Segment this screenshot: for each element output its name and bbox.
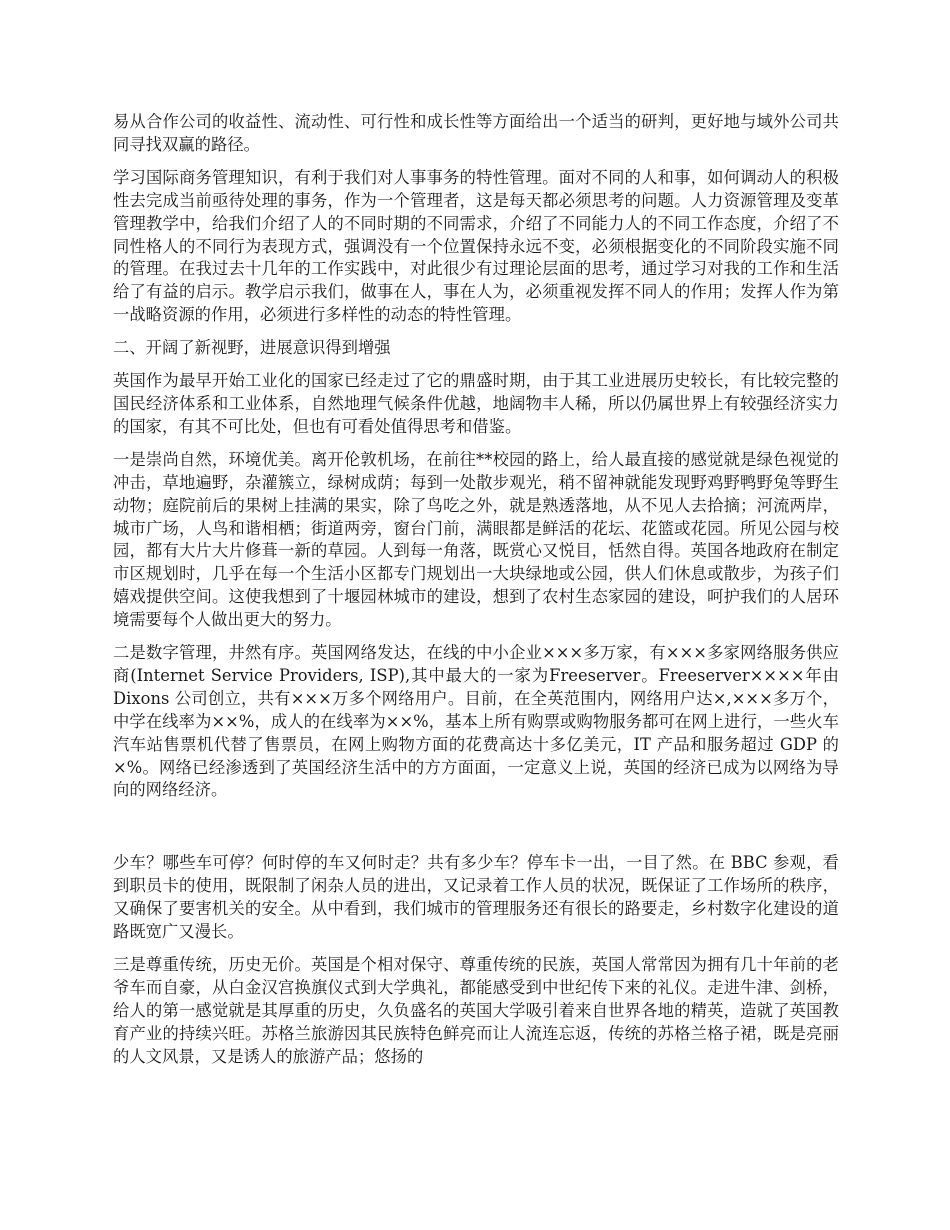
paragraph-cooperation-judgement: 易从合作公司的收益性、流动性、可行性和成长性等方面给出一个适当的研判，更好地与域外公司共同寻找双赢的路径。 <box>113 112 839 154</box>
section-heading: 二、开阔了新视野，进展意识得到增强 <box>113 338 391 358</box>
paragraph-uk-overview: 英国作为最早开始工业化的国家已经走过了它的鼎盛时期，由于其工业进展历史较长，有比较完整的国民经济体系和工业体系，自然地理气候条件优越，地阔物丰人稀，所以仍属世界上有较强经济实力的国家，有其不可比处，但也有可看处值得思考和借鉴。 <box>113 371 839 436</box>
paragraph-digital-management: 二是数字管理，井然有序。英国网络发达，在线的中小企业×××多万家，有×××多家网络服务供应商(Internet Service Providers, ISP),其中最大的一家为Freeserver。Freeserver××××年由 Dixons 公司创立，共有×××万多个网络用户。目前，在全英范围内，网络用户达×,×××多万个，中学在线率为××%，成人的在线率为××%，基本上所有购票或购物服务都可在网上进行，一些火车汽车站售票机代替了售票员，在网上购物方面的花费高达十多亿美元，IT 产品和服务超过 GDP 的×%。网络已经渗透到了英国经济生活中的方方面面，一定意义上说，英国的经济已成为以网络为导向的网络经济。 <box>113 643 839 800</box>
page-break-gap <box>113 812 839 852</box>
paragraph-tradition: 三是尊重传统，历史无价。英国是个相对保守、尊重传统的民族，英国人常常因为拥有几十年前的老爷车而自豪，从白金汉宫换旗仪式到大学典礼，都能感受到中世纪传下来的礼仪。走进牛津、剑桥，给人的第一感觉就是其厚重的历史，久负盛名的英国大学吸引着来自世界各地的精英，造就了英国教育产业的持续兴旺。苏格兰旅游因其民族特色鲜亮而让人流连忘返，传统的苏格兰格子裙，既是亮丽的人文风景，又是诱人的旅游产品；悠扬的 <box>113 955 839 1066</box>
document-page <box>113 111 839 1079</box>
paragraph-parking-card: 少车？哪些车可停？何时停的车又何时走？共有多少车？停车卡一出，一目了然。在 BBC 参观，看到职员卡的使用，既限制了闲杂人员的进出，又记录着工作人员的状况，既保证了工作场所的秩序，又确保了要害机关的安全。从中看到，我们城市的管理服务还有很长的路要走，乡村数字化建设的道路既宽广又漫长。 <box>113 853 839 942</box>
paragraph-hr-management: 学习国际商务管理知识，有利于我们对人事事务的特性管理。面对不同的人和事，如何调动人的积极性去完成当前亟待处理的事务，作为一个管理者，这是每天都必须思考的问题。人力资源管理及变革管理教学中，给我们介绍了人的不同时期的不同需求，介绍了不同能力人的不同工作态度，介绍了不同性格人的不同行为表现方式，强调没有一个位置保持永远不变，必须根据变化的不同阶段实施不同的管理。在我过去十几年的工作实践中，对此很少有过理论层面的思考，通过学习对我的工作和生活给了有益的启示。教学启示我们，做事在人，事在人为，必须重视发挥不同人的作用；发挥人作为第一战略资源的作用，必须进行多样性的动态的特性管理。 <box>113 167 839 325</box>
paragraph-nature-environment: 一是崇尚自然，环境优美。离开伦敦机场，在前往**校园的路上，给人最直接的感觉就是绿色视觉的冲击，草地遍野，杂灌簇立，绿树成荫；每到一处散步观光，稍不留神就能发现野鸡野鸭野兔等野生动物；庭院前后的果树上挂满的果实，除了鸟吃之外，就是熟透落地，从不见人去拾摘；河流两岸，城市广场，人鸟和谐相栖；街道两旁，窗台门前，满眼都是鲜活的花坛、花篮或花园。所见公园与校园，都有大片大片修葺一新的草园。人到每一角落，既赏心又悦目，恬然自得。英国各地政府在制定市区规划时，几乎在每一个生活小区都专门规划出一大块绿地或公园，供人们休息或散步，为孩子们嬉戏提供空间。这使我想到了十堰园林城市的建设，想到了农村生态家园的建设，呵护我们的人居环境需要每个人做出更大的努力。 <box>113 449 839 630</box>
